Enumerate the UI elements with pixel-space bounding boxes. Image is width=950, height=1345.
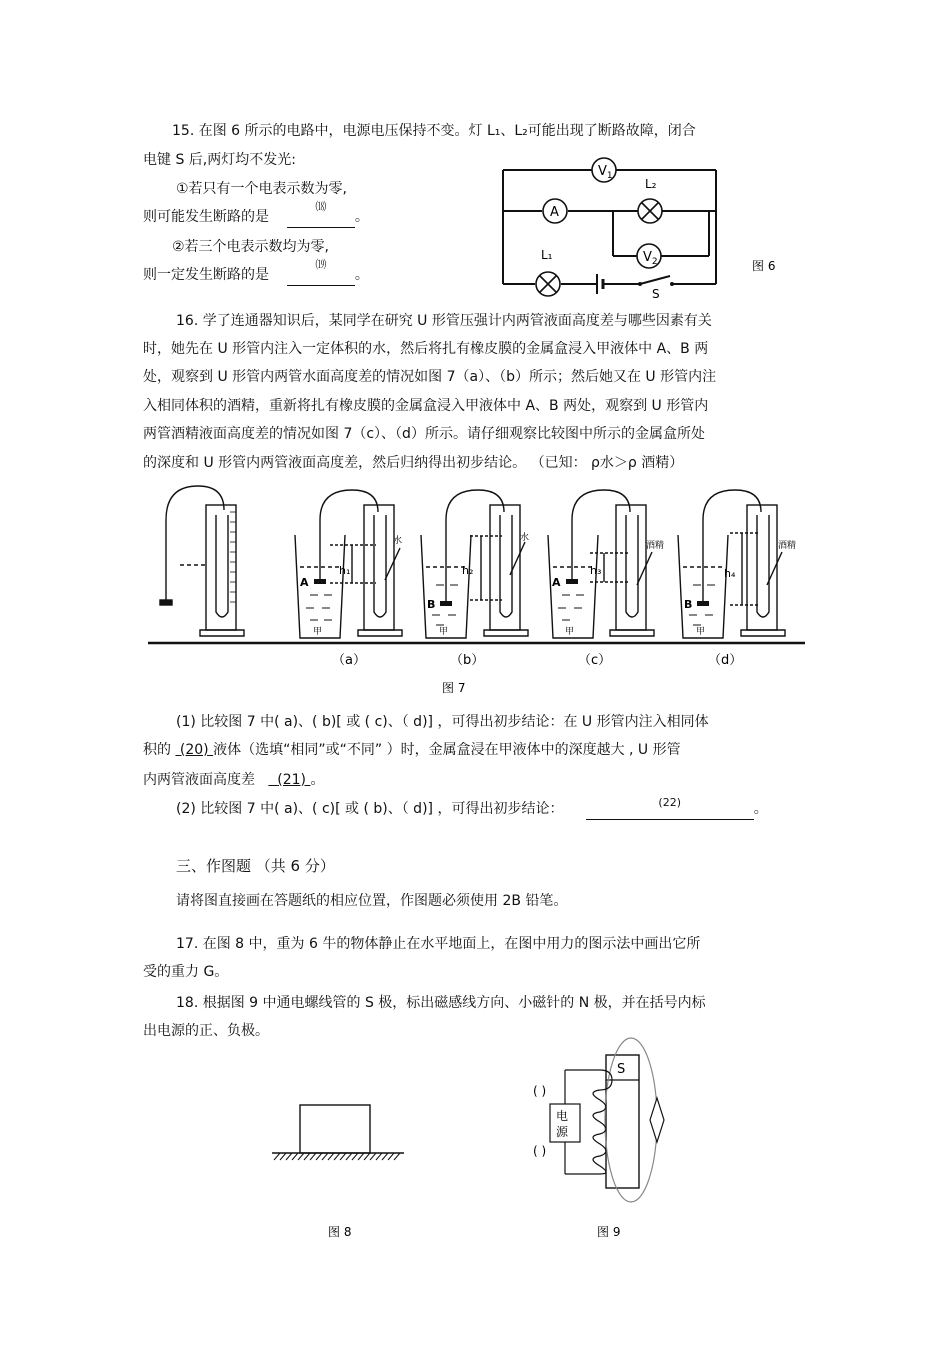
figure-6-caption: 图 6: [752, 259, 776, 273]
figure-7c-label: （c）: [578, 653, 612, 668]
svg-text:B: B: [684, 598, 693, 611]
q16-part2: (2) 比较图 7 中( a)、( c)[ 或 ( b)、（ d)] ，可得出初步结论： (22) 。: [176, 799, 768, 820]
answer-blank-21[interactable]: (21): [277, 772, 307, 788]
q15-case1-prompt: 则可能发生断路的是 ⒅ 。: [143, 207, 369, 228]
q16-part1-line1: (1) 比较图 7 中( a)、( b)[ 或 ( c)、（ d)] ，可得出初步结论：在 U 形管内注入相同体: [176, 714, 709, 730]
answer-blank-22[interactable]: (22): [586, 799, 754, 820]
svg-text:甲: 甲: [696, 627, 706, 637]
svg-text:甲: 甲: [313, 627, 323, 637]
section-3-title: 三、作图题 （共 6 分）: [176, 857, 335, 875]
svg-text:甲: 甲: [439, 627, 449, 637]
svg-text:酒精: 酒精: [778, 541, 797, 551]
q17-line1: 17. 在图 8 中，重为 6 牛的物体静止在水平地面上，在图中用力的图示法中画出它所: [176, 936, 701, 952]
q17-line2: 受的重力 G。: [143, 964, 229, 980]
q16-part1-line3: 内两管液面高度差 (21) 。: [143, 772, 325, 788]
svg-text:L₁: L₁: [541, 248, 553, 262]
polarity-bracket-top: ( ): [533, 1084, 547, 1098]
q16-line2: 时，她先在 U 形管内注入一定体积的水，然后将扎有橡皮膜的金属盒浸入甲液体中 A、B 两: [143, 341, 709, 357]
figure-9-caption: 图 9: [597, 1225, 621, 1239]
svg-text:甲: 甲: [565, 627, 575, 637]
figure-7d-label: （d）: [708, 653, 743, 668]
section-3-note: 请将图直接画在答题纸的相应位置，作图题必须使用 2B 铅笔。: [176, 893, 568, 909]
svg-text:B: B: [427, 598, 436, 611]
svg-text:h₄: h₄: [724, 567, 736, 580]
answer-blank-19[interactable]: ⒆: [287, 265, 355, 286]
svg-text:酒精: 酒精: [646, 541, 665, 551]
q16-line3: 处，观察到 U 形管内两管水面高度差的情况如图 7（a）、（b）所示；然后她又在 U 形管内注: [143, 369, 717, 385]
compass-needle-icon: [650, 1098, 664, 1142]
svg-text:A: A: [552, 576, 561, 589]
svg-text:水: 水: [520, 533, 530, 543]
svg-text:h₁: h₁: [339, 564, 351, 577]
answer-blank-18[interactable]: ⒅: [287, 207, 355, 228]
svg-text:A: A: [300, 576, 309, 589]
figure-8-block-on-ground: [272, 1105, 404, 1160]
svg-text:V1: $V_1$: [598, 164, 613, 181]
q16-line6: 的深度和 U 形管内两管液面高度差，然后归纳得出初步结论。 （已知： ρ水＞ρ 酒精）: [143, 455, 684, 471]
figure-7b-label: （b）: [450, 653, 485, 668]
q15-line1: 15. 在图 6 所示的电路中，电源电压保持不变。灯 L₁、L₂可能出现了断路故障，闭合: [172, 123, 696, 139]
figure-8-caption: 图 8: [328, 1225, 352, 1239]
svg-text:h₂: h₂: [462, 564, 474, 577]
svg-text:h₃: h₃: [590, 564, 602, 577]
q16-part1-line2: 积的 (20) 液体（选填“相同”或“不同” ）时，金属盒浸在甲液体中的深度越大 , U 形管: [143, 742, 681, 758]
svg-text:电: 电: [556, 1109, 569, 1123]
svg-text:S: S: [652, 287, 660, 301]
polarity-bracket-bottom: ( ): [533, 1144, 547, 1158]
q16-line5: 两管酒精液面高度差的情况如图 7（c）、（d）所示。请仔细观察比较图中所示的金属盒所处: [143, 426, 705, 442]
svg-text:水: 水: [393, 536, 403, 546]
answer-blank-20[interactable]: (20): [179, 742, 209, 758]
q15-line2: 电键 S 后,两灯均不发光:: [143, 152, 296, 168]
q18-line2: 出电源的正、负极。: [143, 1023, 269, 1039]
svg-text:S: S: [617, 1062, 626, 1077]
figure-9-solenoid: [533, 1038, 664, 1202]
q16-line1: 16. 学了连通器知识后，某同学在研究 U 形管压强计内两管液面高度差与哪些因素有关: [176, 313, 712, 329]
q18-line1: 18. 根据图 9 中通电螺线管的 S 极，标出磁感线方向、小磁针的 N 极，并在括号内标: [176, 995, 706, 1011]
figure-7-caption: 图 7: [442, 681, 466, 695]
figure-7a-label: （a）: [332, 653, 366, 668]
svg-text:A: A: [550, 205, 559, 220]
svg-text:源: 源: [556, 1125, 569, 1139]
q15-case2: ②若三个电表示数均为零,: [172, 239, 330, 255]
q15-case1: ①若只有一个电表示数为零,: [176, 181, 348, 197]
q16-line4: 入相同体积的酒精，重新将扎有橡皮膜的金属盒浸入甲液体中 A、B 两处，观察到 U 形管内: [143, 398, 709, 414]
svg-text:V2: $V_2$: [643, 250, 658, 267]
svg-text:L₂: L₂: [645, 177, 657, 191]
q15-case2-prompt: 则一定发生断路的是 ⒆ 。: [143, 265, 369, 286]
